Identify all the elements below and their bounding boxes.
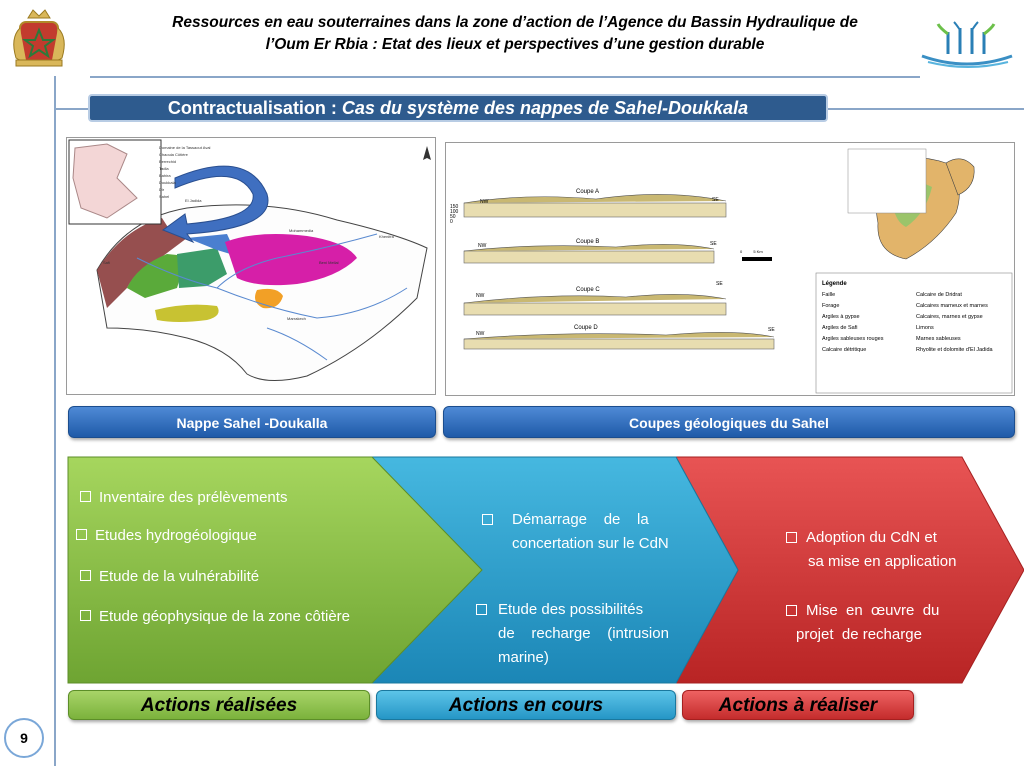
- checkbox-bullet-icon: [476, 604, 487, 615]
- checkbox-bullet-icon: [786, 605, 797, 616]
- section-b-profile: [464, 244, 714, 263]
- green-item-3-text: Etude géophysique de la zone côtière: [99, 608, 351, 625]
- checkbox-bullet-icon: [786, 532, 797, 543]
- section-title-prefix: Contractualisation :: [167, 98, 342, 118]
- legend-calcaires-marnes-gypse: Calcaires, marnes et gypse: [916, 314, 983, 320]
- section-d-left-label: NW: [476, 331, 485, 337]
- checkbox-bullet-icon: [80, 610, 91, 621]
- section-d-profile: [464, 332, 774, 349]
- checkbox-bullet-icon: [80, 491, 91, 502]
- section-depth-axis: [450, 205, 458, 225]
- legend-argiles-safi: Argiles de Safi: [822, 325, 858, 331]
- checkbox-bullet-icon: [80, 570, 91, 581]
- moroccan-crest-logo: [6, 4, 72, 70]
- axis-tick-100: 100: [450, 209, 459, 215]
- map-label-el-jadida: El Jadida: [185, 198, 202, 203]
- legend-argiles-sableuses: Argiles sableuses rouges: [822, 336, 884, 342]
- green-item-0-text: Inventaire des prélèvements: [99, 489, 288, 506]
- header-title-line1: Ressources en eau souterraines dans la zone d’action de l’Agence du Bassin Hydraulique de: [172, 14, 858, 31]
- section-c-title: Coupe C: [576, 287, 600, 293]
- section-title-italic: Cas du système des nappes de Sahel-Doukkala: [341, 98, 749, 118]
- geological-sections-figure: [445, 142, 1015, 396]
- actions-en-cours-label: Actions en cours: [376, 690, 676, 720]
- map-legend-line-4: Bahira: [159, 173, 171, 178]
- blue-item-1-line2: concertation sur le CdN: [512, 535, 669, 552]
- map-label-khenifra: Khenifra: [379, 234, 394, 239]
- section-c-right-label: SE: [716, 281, 723, 287]
- section-b-title: Coupe B: [576, 239, 600, 245]
- header-title: [120, 12, 910, 56]
- green-item-2-text: Etude de la vulnérabilité: [99, 568, 260, 585]
- map-inset-legend: [159, 144, 210, 200]
- section-a-right-label: SE: [712, 197, 719, 203]
- legend-rhyolite-dolomite: Rhyolite et dolomite d'El Jadida: [916, 347, 993, 353]
- page-number: 9: [4, 718, 44, 758]
- green-item-hydrogeologique: [76, 524, 257, 548]
- geology-legend: [822, 279, 1008, 356]
- red-item-mise-en-oeuvre: [786, 599, 996, 647]
- green-item-geophysique: [80, 605, 350, 629]
- aquifer-map: [66, 137, 436, 395]
- legend-forage: Forage: [822, 303, 840, 309]
- section-b-right-label: SE: [710, 241, 717, 247]
- title-connector-left: [56, 108, 90, 110]
- section-title: [88, 94, 828, 122]
- section-b-left-label: NW: [478, 243, 487, 249]
- header-title-line2: l’Oum Er Rbia : Etat des lieux et perspectives d’une gestion durable: [265, 36, 765, 53]
- title-connector-right: [828, 108, 1024, 110]
- blue-item-1-line1: Démarrage de la: [512, 511, 649, 528]
- blue-item-2-line3: marine): [498, 649, 549, 666]
- map-label-beni-mellal: Beni Mellal: [319, 260, 339, 265]
- section-c-profile: [464, 294, 726, 315]
- caption-coupes-geologiques: Coupes géologiques du Sahel: [443, 406, 1015, 438]
- legend-calcaires-marneux: Calcaires marneux et marnes: [916, 303, 988, 309]
- section-a-title: Coupe A: [576, 189, 600, 195]
- blue-item-recharge: [476, 598, 704, 670]
- blue-item-2-line1: Etude des possibilités: [498, 601, 644, 618]
- map-legend-line-3: Tadla: [159, 166, 169, 171]
- scale-bar-label: 0 5 Km: [740, 249, 763, 254]
- caption-nappe-sahel: Nappe Sahel -Doukalla: [68, 406, 436, 438]
- section-d-right-label: SE: [768, 327, 775, 333]
- legend-limons: Limons: [916, 325, 934, 331]
- legend-calcaire-dridrat: Calcaire de Dridrat: [916, 292, 962, 298]
- section-a-profile: [464, 194, 726, 217]
- map-legend-line-1: Chaouia Côtière: [159, 152, 188, 157]
- checkbox-bullet-icon: [482, 514, 493, 525]
- map-legend-line-2: Berrechid: [159, 159, 177, 164]
- legend-calcaire-detritique: Calcaire détritique: [822, 347, 867, 353]
- legend-faille: Faille: [822, 292, 836, 298]
- axis-tick-50: 50: [450, 214, 456, 220]
- agency-logo: [918, 20, 1016, 72]
- blue-item-concertation: [482, 508, 710, 556]
- green-item-inventaire: [80, 486, 287, 510]
- map-legend-line-7: Sahel: [159, 194, 170, 199]
- green-item-vulnerabilite: [80, 565, 259, 589]
- map-label-safi: Safi: [103, 260, 110, 265]
- section-c-left-label: NW: [476, 293, 485, 299]
- red-item-1-line1: Adoption du CdN et: [806, 529, 937, 546]
- left-vertical-rule: [54, 76, 56, 766]
- legend-marnes-sableuses: Marnes sableuses: [916, 336, 961, 342]
- axis-tick-150: 150: [450, 204, 459, 210]
- red-item-1-line2: sa mise en application: [808, 553, 957, 570]
- red-item-2-line2: projet de recharge: [796, 626, 922, 643]
- axis-tick-0: 0: [450, 219, 453, 225]
- map-label-mohammedia: Mohammedia: [289, 228, 314, 233]
- green-item-1-text: Etudes hydrogéologique: [95, 527, 257, 544]
- section-d-title: Coupe D: [574, 325, 598, 331]
- map-legend-line-5: Doukkala: [159, 180, 176, 185]
- map-label-marrakech: Marrakech: [287, 316, 306, 321]
- red-item-2-line1: Mise en œuvre du: [806, 602, 940, 619]
- checkbox-bullet-icon: [76, 529, 87, 540]
- actions-a-realiser-label: Actions à réaliser: [682, 690, 914, 720]
- legend-argiles-gypse: Argiles à gypse: [822, 314, 860, 320]
- blue-item-2-line2: de recharge (intrusion: [498, 625, 669, 642]
- geology-legend-title: Légende: [822, 281, 847, 287]
- header-divider: [90, 76, 920, 78]
- red-item-adoption: [786, 526, 996, 574]
- map-legend-line-0: Domaine de la Tassaout Aval: [159, 145, 211, 150]
- map-legend-line-6: Dir: [159, 187, 165, 192]
- actions-realisees-label: Actions réalisées: [68, 690, 370, 720]
- section-a-left-label: NW: [480, 199, 489, 205]
